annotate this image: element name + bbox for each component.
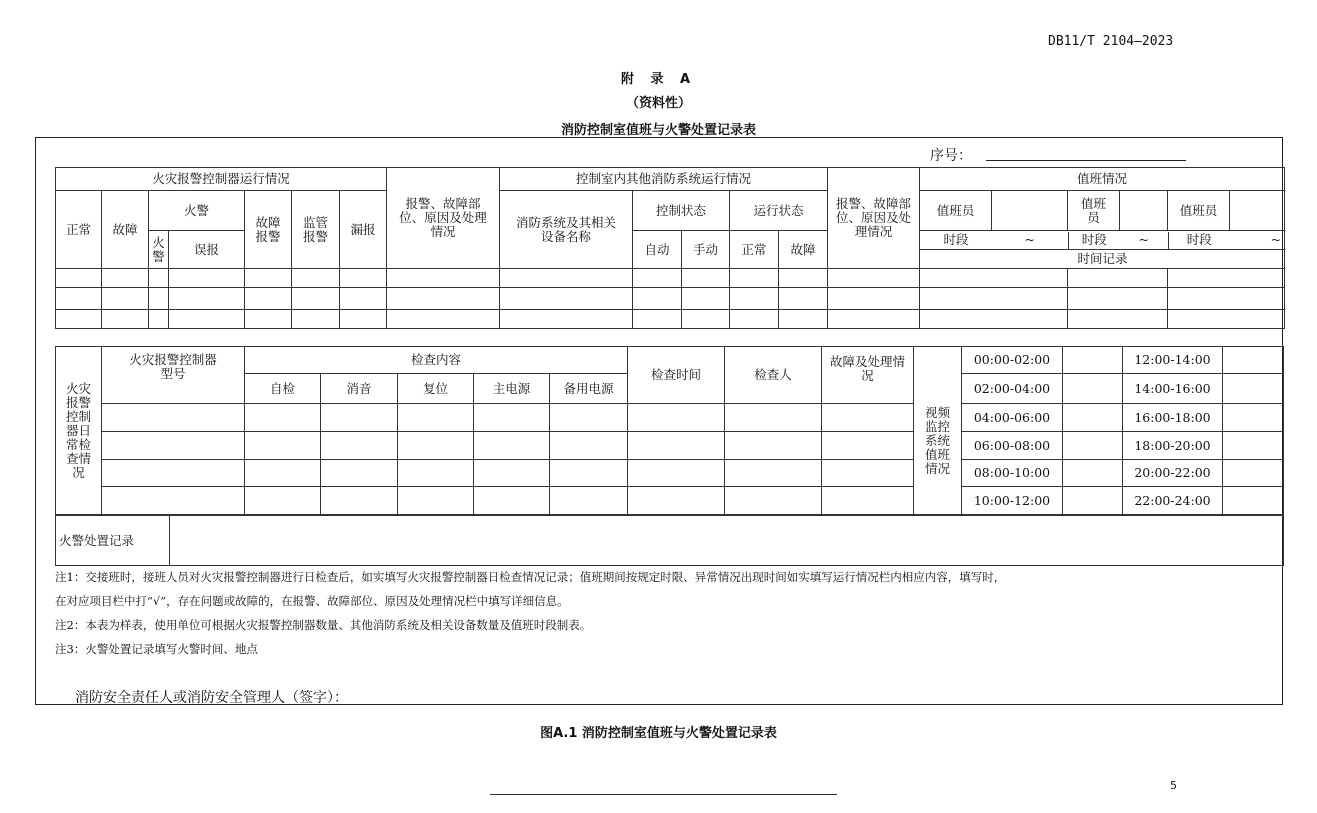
run-normal-header: 正常 [730, 231, 779, 269]
period-1-label: 时段 [920, 232, 992, 250]
check-row-4[interactable] [56, 487, 1284, 515]
fire-text: 火警 [152, 234, 165, 264]
duty-officer-3-value[interactable] [1230, 191, 1285, 231]
duty-officer-2-value[interactable] [1120, 191, 1168, 231]
fault-alarm-header [245, 191, 292, 269]
page-number: 5 [1170, 779, 1177, 792]
silence-header: 消音 [321, 374, 398, 404]
fault-handling-header [822, 347, 914, 404]
video-duty-text: 视频监控系统值班情况 [924, 404, 950, 476]
appendix-label: 附 录 A [620, 72, 697, 87]
slot-am-0: 00:00-02:00 [962, 347, 1063, 374]
fault-handling-text: 故障及处理情况 [829, 354, 905, 383]
fire-record-label: 火警处置记录 [56, 516, 170, 566]
status-row-3[interactable] [56, 310, 1285, 329]
slot-am-2: 04:00-06:00 [962, 404, 1063, 432]
period-3-tilde[interactable]: ~ [1230, 232, 1285, 250]
status-row-1[interactable] [56, 269, 1285, 288]
inspector-header: 检查人 [725, 347, 822, 404]
slot-pm-0-value[interactable] [1223, 347, 1284, 374]
time-record-header: 时间记录 [1077, 250, 1128, 266]
run-status-header: 运行状态 [730, 191, 828, 231]
false-alarm-header: 误报 [169, 231, 245, 269]
duty-officer-2-label [1068, 191, 1120, 231]
signature-label: 消防安全责任人或消防安全管理人（签字）： [75, 690, 348, 706]
system-name-text: 消防系统及其相关设备名称 [516, 214, 617, 244]
check-time-header: 检查时间 [628, 347, 725, 404]
normal-header: 正常 [56, 191, 102, 269]
slot-pm-2: 16:00-18:00 [1123, 404, 1223, 432]
period-2-label: 时段 [1068, 232, 1120, 250]
footer-rule [490, 794, 837, 795]
document-number: DB11/T 2104—2023 [1048, 34, 1174, 49]
duty-officer-2-text: 值班员 [1081, 195, 1107, 225]
check-row-3[interactable] [56, 460, 1284, 487]
other-alarm-fault-info-text: 报警、故障部位、原因及处理情况 [836, 196, 912, 239]
system-name-header [500, 191, 633, 269]
reset-header: 复位 [398, 374, 474, 404]
form-title: 消防控制室值班与火警处置记录表 [560, 123, 756, 138]
alarm-fault-info-text: 报警、故障部位、原因及处理情况 [399, 196, 487, 239]
supervisory-alarm-text: 监管报警 [302, 214, 328, 244]
figure-caption: 图A.1 消防控制室值班与火警处置记录表 [540, 726, 777, 741]
fire-record-field[interactable] [170, 516, 1284, 566]
fire-record-table [55, 515, 1284, 566]
period-2-tilde[interactable]: ~ [1120, 232, 1168, 250]
appendix-type: （资料性） [625, 96, 691, 111]
period-subtable [920, 232, 1285, 268]
control-status-header: 控制状态 [633, 191, 730, 231]
self-check-header: 自检 [245, 374, 321, 404]
controller-model-header [102, 347, 245, 404]
controller-model-text: 火灾报警控制器型号 [129, 352, 217, 381]
period-3-label: 时段 [1168, 232, 1230, 250]
operation-status-table [55, 167, 1285, 329]
note-line-4: 注3：火警处置记录填写火警时间、地点 [55, 642, 258, 656]
missed-alarm-header: 漏报 [340, 191, 387, 269]
slot-pm-3: 18:00-20:00 [1123, 432, 1223, 460]
alarm-fault-info-header [387, 168, 500, 269]
fault-alarm-text: 故障报警 [255, 214, 281, 244]
video-duty-label [914, 347, 962, 515]
status-row-2[interactable] [56, 288, 1285, 310]
run-fault-header: 故障 [779, 231, 828, 269]
slot-am-1-value[interactable] [1063, 374, 1123, 404]
slot-am-3: 06:00-08:00 [962, 432, 1063, 460]
backup-power-header: 备用电源 [550, 374, 628, 404]
slot-pm-0: 12:00-14:00 [1123, 347, 1223, 374]
duty-officer-1-value[interactable] [992, 191, 1068, 231]
duty-status-header: 值班情况 [920, 168, 1285, 191]
daily-check-table [55, 346, 1284, 515]
period-1-tilde[interactable]: ~ [992, 232, 1068, 250]
check-row-2[interactable] [56, 432, 1284, 460]
note-line-2: 在对应项目栏中打“√”，存在问题或故障的，在报警、故障部位、原因及处理情况栏中填写详细信息。 [55, 594, 569, 608]
period-cell [920, 231, 1285, 269]
other-alarm-fault-info-header [828, 168, 920, 269]
slot-pm-1: 14:00-16:00 [1123, 374, 1223, 404]
other-system-status-header: 控制室内其他消防系统运行情况 [500, 168, 828, 191]
slot-am-0-value[interactable] [1063, 347, 1123, 374]
notes [55, 565, 1283, 661]
duty-officer-3-label: 值班员 [1168, 191, 1230, 231]
slot-pm-1-value[interactable] [1223, 374, 1284, 404]
slot-am-1: 02:00-04:00 [962, 374, 1063, 404]
supervisory-alarm-header [292, 191, 340, 269]
duty-officer-1-label: 值班员 [920, 191, 992, 231]
check-row-1[interactable] [56, 404, 1284, 432]
note-line-1: 注1：交接班时，接班人员对火灾报警控制器进行日检查后，如实填写火灾报警控制器日检查情况记录；值班期间按规定时限、异常情况出现时间如实填写运行情况栏内相应内容，填写时， [55, 570, 1006, 584]
slot-am-4: 08:00-10:00 [962, 460, 1063, 487]
slot-am-5: 10:00-12:00 [962, 487, 1063, 515]
check-content-header: 检查内容 [245, 347, 628, 374]
main-power-header: 主电源 [474, 374, 550, 404]
serial-label: 序号： [930, 148, 972, 164]
slot-pm-4: 20:00-22:00 [1123, 460, 1223, 487]
manual-header: 手动 [682, 231, 730, 269]
slot-pm-5: 22:00-24:00 [1123, 487, 1223, 515]
fire-subheader [149, 231, 169, 269]
note-line-3: 注2：本表为样表，使用单位可根据火灾报警控制器数量、其他消防系统及相关设备数量及值班时段制表。 [55, 618, 592, 632]
fire-alarm-header: 火警 [149, 191, 245, 231]
fire-alarm-status-header: 火灾报警控制器运行情况 [56, 168, 387, 191]
serial-input-line[interactable] [986, 160, 1186, 161]
fault-header: 故障 [102, 191, 149, 269]
daily-check-label [56, 347, 102, 515]
auto-header: 自动 [633, 231, 682, 269]
daily-check-text: 火灾报警控制器日常检查情况 [65, 380, 91, 480]
